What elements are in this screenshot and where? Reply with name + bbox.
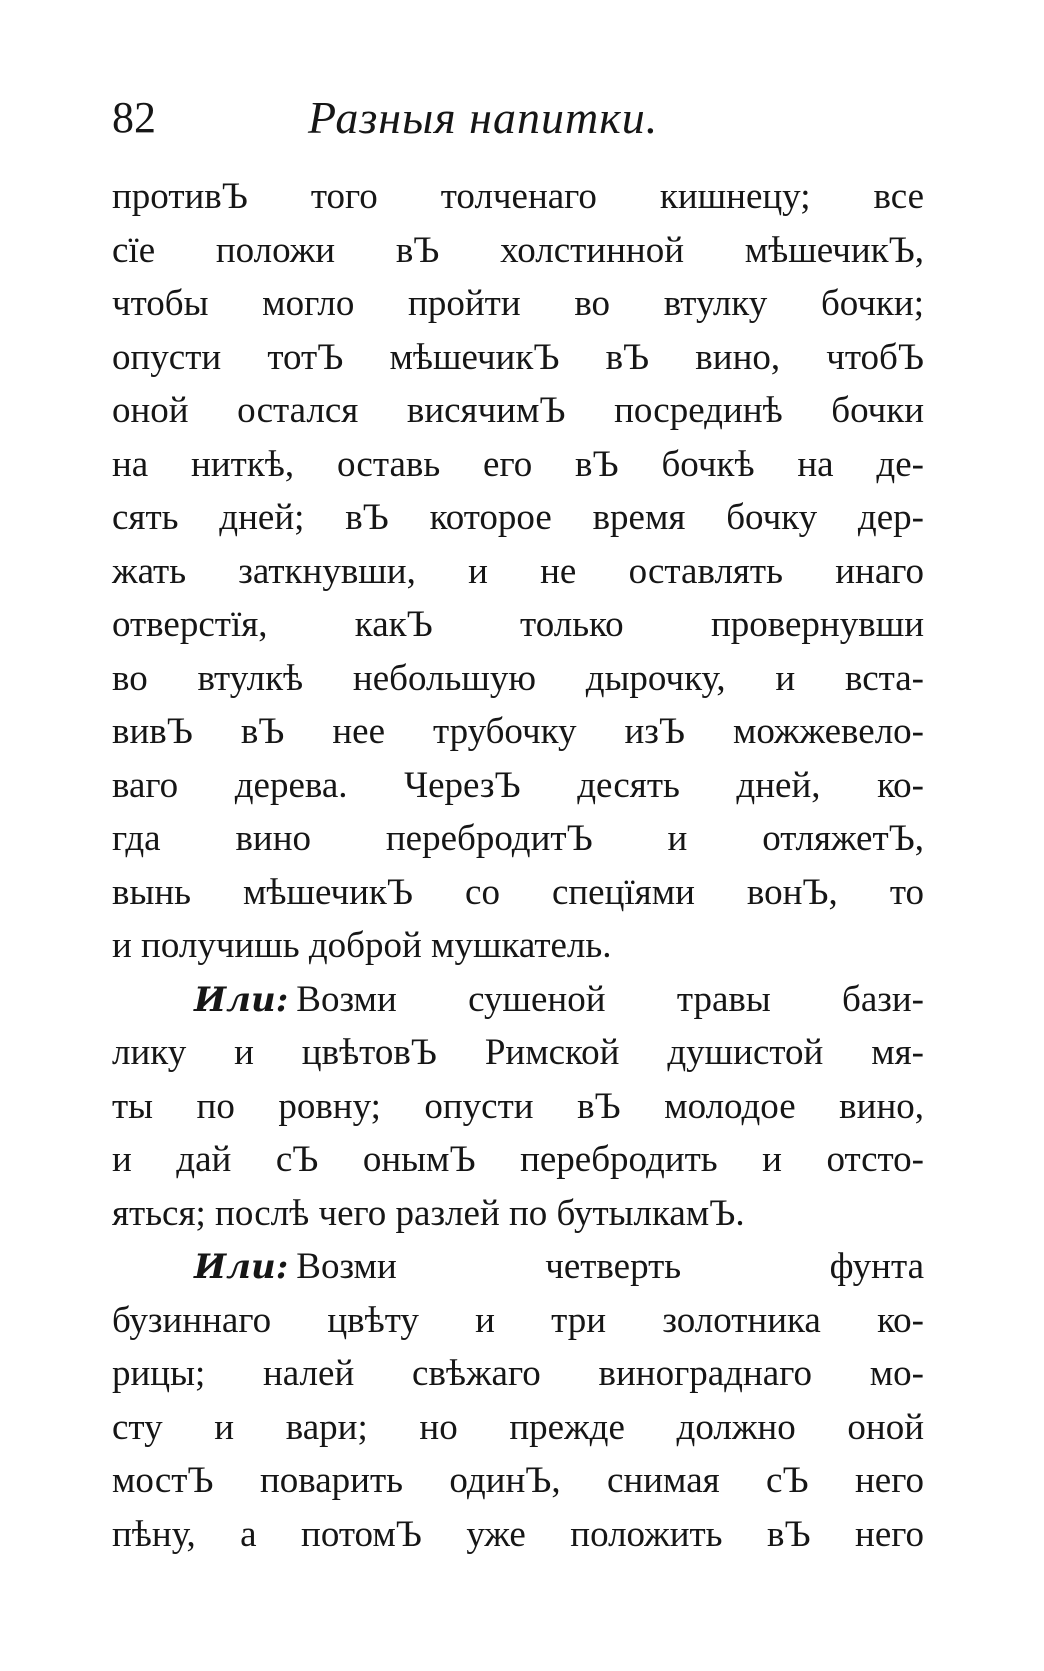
page-header	[112, 90, 932, 150]
text-line: отверстїя, какЪ только провернувши	[112, 604, 924, 645]
text-line: лику и цвѣтовЪ Римской душистой мя-	[112, 1032, 924, 1073]
running-head: Разныя напитки.	[308, 92, 659, 143]
text-line: жать заткнувши, и не оставлять инаго	[112, 550, 924, 592]
text-line: и дай сЪ онымЪ перебродить и отсто-	[112, 1139, 924, 1180]
text-line: рицы; налей свѣжаго винограднаго мо-	[112, 1353, 924, 1394]
text-line: на ниткѣ, оставь его вЪ бочкѣ на де-	[112, 443, 924, 485]
text-line: во втулкѣ небольшую дырочку, и вста-	[112, 657, 924, 699]
body-text	[112, 170, 924, 1561]
text-line-with-lead	[112, 973, 924, 1027]
text-line: сять дней; вЪ которое время бочку дер-	[112, 497, 924, 538]
text-line-rest: Возми сушеной травы бази-	[296, 978, 924, 1020]
text-line: вынь мѣшечикЪ со спецїями вонЪ, то	[112, 871, 924, 913]
text-line: сїе положи вЪ холстинной мѣшечикЪ,	[112, 229, 924, 271]
text-line: вивЪ вЪ нее трубочку изЪ можжевело-	[112, 711, 924, 752]
text-line: противЪ того толченаго кишнецу; все	[112, 176, 924, 217]
paragraph-lead: Или:	[194, 1247, 289, 1287]
text-line: оной остался висячимЪ посрединѣ бочки	[112, 390, 924, 431]
text-line: опусти тотЪ мѣшечикЪ вЪ вино, чтобЪ	[112, 336, 924, 378]
text-line: пѣну, а потомЪ уже положить вЪ него	[112, 1513, 924, 1555]
paragraph-lead: Или:	[194, 979, 289, 1020]
text-line-with-lead	[112, 1240, 924, 1294]
text-line-rest: Возми четверть фунта	[296, 1246, 924, 1287]
text-line: и получишь доброй мушкатель.	[112, 925, 612, 966]
text-line: гда вино перебродитЪ и отляжетЪ,	[112, 818, 924, 859]
text-line: яться; послѣ чего разлей по бутылкамЪ.	[112, 1192, 745, 1234]
page-number: 82	[112, 93, 156, 142]
text-line: чтобы могло пройти во втулку бочки;	[112, 283, 924, 324]
text-line: мостЪ поварить одинЪ, снимая сЪ него	[112, 1460, 924, 1501]
text-line: бузиннаго цвѣту и три золотника ко-	[112, 1299, 924, 1341]
text-line: ваго дерева. ЧерезЪ десять дней, ко-	[112, 764, 924, 806]
text-line: ты по ровну; опусти вЪ молодое вино,	[112, 1085, 924, 1127]
text-line: сту и вари; но прежде должно оной	[112, 1406, 924, 1448]
